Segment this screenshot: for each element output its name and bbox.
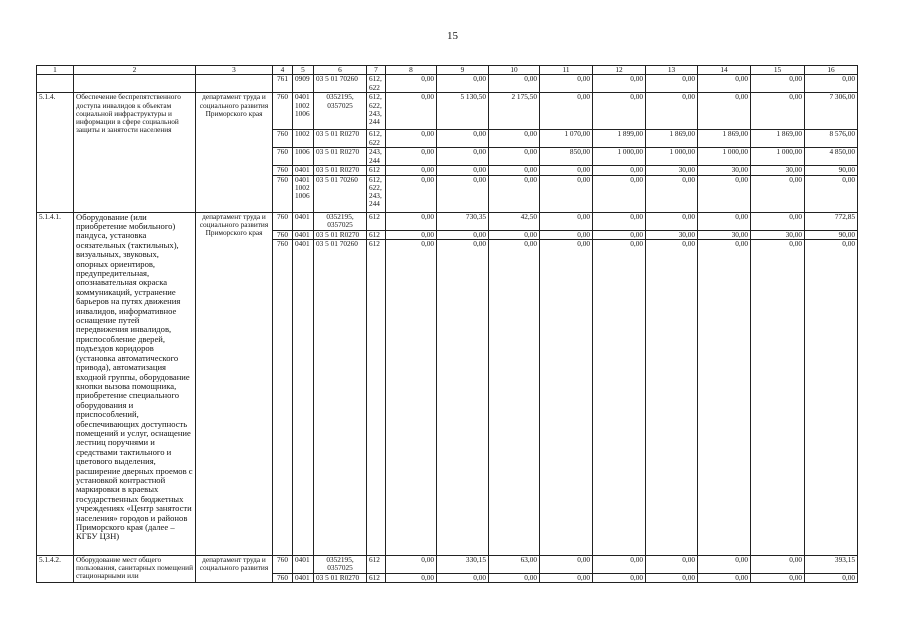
amount-2016: 0,00	[489, 239, 540, 555]
amount-2017: 850,00	[540, 148, 593, 166]
target-article-code: 0352195, 0357025	[314, 93, 367, 130]
amount-total: 0,00	[805, 573, 858, 582]
amount-2018: 0,00	[593, 239, 646, 555]
item-number: 5.1.4.	[37, 93, 74, 212]
amount-2016: 2 175,50	[489, 93, 540, 130]
expense-type-code: 612, 622	[367, 75, 386, 93]
column-header: 5	[293, 66, 314, 75]
target-article-code: 0352195, 0357025	[314, 212, 367, 230]
expense-type-code: 612	[367, 212, 386, 230]
amount-total: 0,00	[805, 175, 858, 212]
section-code: 0909	[293, 75, 314, 93]
expense-type-code: 612	[367, 555, 386, 573]
amount-2014: 0,00	[386, 130, 437, 148]
amount-2017: 0,00	[540, 573, 593, 582]
amount-2021: 0,00	[751, 555, 805, 573]
amount-2014: 0,00	[386, 166, 437, 175]
amount-2017: 0,00	[540, 555, 593, 573]
amount-2019: 0,00	[646, 555, 698, 573]
amount-2016: 0,00	[489, 230, 540, 239]
amount-2020: 30,00	[698, 166, 751, 175]
amount-2014: 0,00	[386, 175, 437, 212]
item-number: 5.1.4.1.	[37, 212, 74, 555]
amount-2018: 0,00	[593, 212, 646, 230]
amount-2016: 42,50	[489, 212, 540, 230]
column-header: 3	[196, 66, 273, 75]
amount-2021: 30,00	[751, 166, 805, 175]
kvsr-code: 760	[273, 175, 293, 212]
item-name: Оборудование мест общего пользования, санитарных помещений стационарными или	[74, 555, 196, 582]
amount-2014: 0,00	[386, 573, 437, 582]
column-header: 7	[367, 66, 386, 75]
amount-2017: 0,00	[540, 239, 593, 555]
column-header: 6	[314, 66, 367, 75]
amount-2018: 1 899,00	[593, 130, 646, 148]
target-article-code: 03 5 01 70260	[314, 175, 367, 212]
amount-total: 393,15	[805, 555, 858, 573]
amount-2014: 0,00	[386, 93, 437, 130]
amount-2016: 0,00	[489, 148, 540, 166]
kvsr-code: 760	[273, 573, 293, 582]
amount-2019: 0,00	[646, 573, 698, 582]
amount-2014: 0,00	[386, 75, 437, 93]
amount-2021: 0,00	[751, 75, 805, 93]
amount-2015: 0,00	[437, 230, 489, 239]
amount-2014: 0,00	[386, 555, 437, 573]
section-code: 0401	[293, 239, 314, 555]
header-row	[37, 66, 858, 75]
column-header: 11	[540, 66, 593, 75]
amount-2015: 5 130,50	[437, 93, 489, 130]
amount-2018: 0,00	[593, 93, 646, 130]
expense-type-code: 243, 244	[367, 148, 386, 166]
amount-2020: 0,00	[698, 239, 751, 555]
amount-2020: 30,00	[698, 230, 751, 239]
amount-2018: 0,00	[593, 573, 646, 582]
kvsr-code: 760	[273, 230, 293, 239]
amount-2016: 63,00	[489, 555, 540, 573]
amount-2017: 0,00	[540, 212, 593, 230]
kvsr-code: 760	[273, 148, 293, 166]
item-name: Оборудование (или приобретение мобильного) пандуса, установка осязательных (тактильных), визуальных, звуковых, опорных ориентиров, предупредительная, опознавательная окраска коммуникаций, устранение барьеров на путях движения инвалидов, информативное оснащение путей передвижения инвалидов, приспособление дверей, подъездов коридоров (установка автоматического привода), автоматизация входной группы, оборудование кнопки вызова помощника, приобретение специального оборудования и приспособлений, обеспечивающих доступность помещений и услуг, оснащение лестниц поручнями и средствами тактильного и цветового выделения, расширение дверных проемов с установкой контрастной маркировки в краевых государственных бюджетных учреждениях «Центр занятости населения» городов и районов Приморского края (далее – КГБУ ЦЗН)	[74, 212, 196, 555]
kvsr-code: 760	[273, 130, 293, 148]
amount-2019: 0,00	[646, 212, 698, 230]
amount-total: 0,00	[805, 239, 858, 555]
amount-2017: 0,00	[540, 75, 593, 93]
amount-2021: 1 000,00	[751, 148, 805, 166]
section-code: 0401	[293, 212, 314, 230]
amount-total: 772,85	[805, 212, 858, 230]
responsible-executor: департамент труда и социального развития Приморского края	[196, 93, 273, 212]
column-header: 2	[74, 66, 196, 75]
amount-2019: 0,00	[646, 175, 698, 212]
table-row	[37, 75, 858, 93]
target-article-code: 03 5 01 R0270	[314, 166, 367, 175]
kvsr-code: 760	[273, 239, 293, 555]
section-code: 0401 1002 1006	[293, 175, 314, 212]
amount-2021: 30,00	[751, 230, 805, 239]
amount-total: 90,00	[805, 230, 858, 239]
expense-type-code: 612, 622	[367, 130, 386, 148]
column-header: 8	[386, 66, 437, 75]
item-number	[37, 75, 74, 93]
amount-2017: 0,00	[540, 166, 593, 175]
section-code: 0401	[293, 166, 314, 175]
amount-2014: 0,00	[386, 239, 437, 555]
amount-total: 0,00	[805, 75, 858, 93]
amount-2018: 0,00	[593, 166, 646, 175]
amount-total: 90,00	[805, 166, 858, 175]
target-article-code: 03 5 01 70260	[314, 75, 367, 93]
amount-2021: 0,00	[751, 573, 805, 582]
responsible-executor: департамент труда и социального развития Приморского края	[196, 212, 273, 555]
amount-2018: 0,00	[593, 555, 646, 573]
amount-2015: 0,00	[437, 130, 489, 148]
section-code: 0401	[293, 555, 314, 573]
amount-2020: 0,00	[698, 555, 751, 573]
amount-total: 8 576,00	[805, 130, 858, 148]
table-row	[37, 212, 858, 230]
table-body	[37, 66, 858, 583]
amount-2019: 0,00	[646, 75, 698, 93]
amount-2017: 0,00	[540, 93, 593, 130]
kvsr-code: 760	[273, 555, 293, 573]
budget-table	[36, 65, 858, 583]
amount-2021: 0,00	[751, 212, 805, 230]
table-row	[37, 93, 858, 130]
kvsr-code: 760	[273, 166, 293, 175]
amount-2020: 0,00	[698, 573, 751, 582]
item-number: 5.1.4.2.	[37, 555, 74, 582]
amount-total: 4 850,00	[805, 148, 858, 166]
column-header: 13	[646, 66, 698, 75]
section-code: 0401	[293, 573, 314, 582]
amount-2015: 0,00	[437, 166, 489, 175]
page-number: 15	[447, 30, 458, 42]
expense-type-code: 612	[367, 573, 386, 582]
amount-2015: 0,00	[437, 573, 489, 582]
amount-2015: 0,00	[437, 75, 489, 93]
section-code: 1002	[293, 130, 314, 148]
column-header: 12	[593, 66, 646, 75]
amount-2017: 0,00	[540, 230, 593, 239]
amount-2018: 0,00	[593, 175, 646, 212]
item-name: Обеспечение беспрепятственного доступа инвалидов к объектам социальной инфраструктуры и информации в сфере социальной защиты и занятости населения	[74, 93, 196, 212]
amount-2018: 0,00	[593, 75, 646, 93]
amount-2019: 30,00	[646, 166, 698, 175]
section-code: 0401 1002 1006	[293, 93, 314, 130]
column-header: 1	[37, 66, 74, 75]
target-article-code: 03 5 01 R0270	[314, 130, 367, 148]
amount-2017: 1 070,00	[540, 130, 593, 148]
amount-2016: 0,00	[489, 166, 540, 175]
amount-2018: 1 000,00	[593, 148, 646, 166]
amount-2015: 0,00	[437, 175, 489, 212]
expense-type-code: 612	[367, 230, 386, 239]
target-article-code: 03 5 01 R0270	[314, 230, 367, 239]
target-article-code: 03 5 01 R0270	[314, 148, 367, 166]
amount-2020: 0,00	[698, 175, 751, 212]
column-header: 10	[489, 66, 540, 75]
responsible-executor: департамент труда и социального развития	[196, 555, 273, 582]
column-header: 15	[751, 66, 805, 75]
amount-2021: 0,00	[751, 175, 805, 212]
target-article-code: 03 5 01 70260	[314, 239, 367, 555]
amount-2021: 0,00	[751, 239, 805, 555]
column-header: 14	[698, 66, 751, 75]
amount-total: 7 306,00	[805, 93, 858, 130]
kvsr-code: 760	[273, 212, 293, 230]
amount-2015: 0,00	[437, 148, 489, 166]
amount-2015: 330,15	[437, 555, 489, 573]
item-name	[74, 75, 196, 93]
section-code: 1006	[293, 148, 314, 166]
amount-2014: 0,00	[386, 148, 437, 166]
amount-2016: 0,00	[489, 130, 540, 148]
kvsr-code: 760	[273, 93, 293, 130]
amount-2017: 0,00	[540, 175, 593, 212]
target-article-code: 0352195, 0357025	[314, 555, 367, 573]
amount-2015: 0,00	[437, 239, 489, 555]
expense-type-code: 612	[367, 166, 386, 175]
responsible-executor	[196, 75, 273, 93]
expense-type-code: 612, 622, 243, 244	[367, 175, 386, 212]
amount-2020: 0,00	[698, 93, 751, 130]
column-header: 4	[273, 66, 293, 75]
section-code: 0401	[293, 230, 314, 239]
amount-2020: 0,00	[698, 75, 751, 93]
amount-2019: 1 000,00	[646, 148, 698, 166]
amount-2019: 0,00	[646, 93, 698, 130]
amount-2015: 730,35	[437, 212, 489, 230]
amount-2021: 1 869,00	[751, 130, 805, 148]
amount-2020: 0,00	[698, 212, 751, 230]
column-header: 9	[437, 66, 489, 75]
amount-2014: 0,00	[386, 212, 437, 230]
column-header: 16	[805, 66, 858, 75]
amount-2018: 0,00	[593, 230, 646, 239]
amount-2019: 1 869,00	[646, 130, 698, 148]
amount-2016: 0,00	[489, 573, 540, 582]
amount-2016: 0,00	[489, 175, 540, 212]
amount-2019: 0,00	[646, 239, 698, 555]
amount-2020: 1 000,00	[698, 148, 751, 166]
amount-2016: 0,00	[489, 75, 540, 93]
amount-2021: 0,00	[751, 93, 805, 130]
amount-2019: 30,00	[646, 230, 698, 239]
amount-2014: 0,00	[386, 230, 437, 239]
expense-type-code: 612, 622, 243, 244	[367, 93, 386, 130]
target-article-code: 03 5 01 R0270	[314, 573, 367, 582]
table-row	[37, 555, 858, 573]
expense-type-code: 612	[367, 239, 386, 555]
kvsr-code: 761	[273, 75, 293, 93]
amount-2020: 1 869,00	[698, 130, 751, 148]
